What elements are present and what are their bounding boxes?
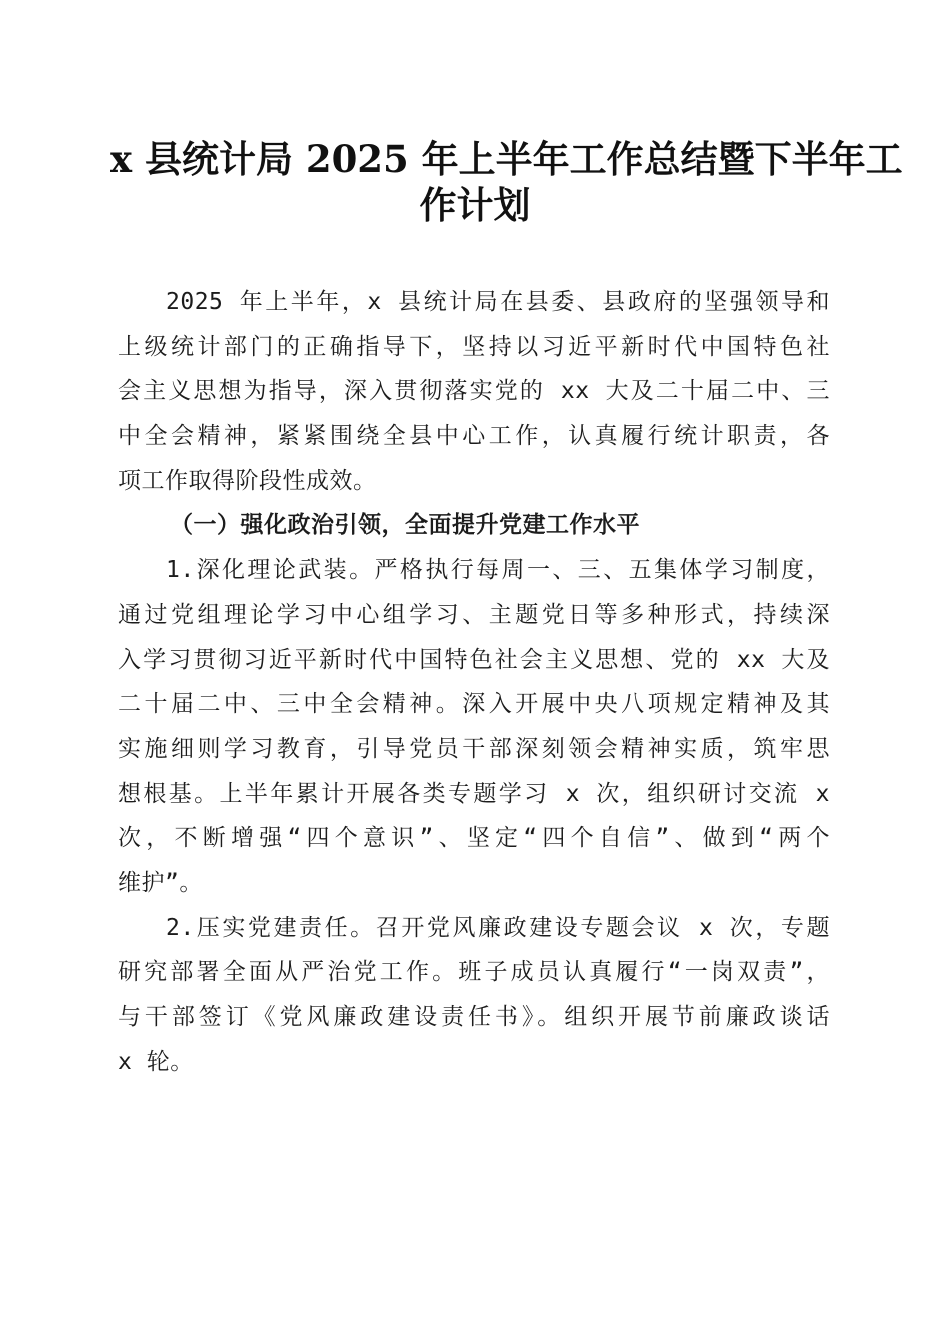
text-line: 研究部署全面从严治党工作。班子成员认真履行“一岗双责”， xyxy=(118,959,830,986)
text-line: 通过党组理论学习中心组学习、主题党日等多种形式，持续深 xyxy=(118,601,830,628)
text-line: 会主义思想为指导，深入贯彻落实党的 xx 大及二十届二中、三 xyxy=(118,378,830,405)
title-line: x 县统计局 2025 年上半年工作总结暨下半年工 xyxy=(110,137,903,181)
text-line: 维护”。 xyxy=(118,869,203,896)
section-heading: （一）强化政治引领，全面提升党建工作水平 xyxy=(170,512,640,539)
item-2-paragraph xyxy=(118,906,830,1085)
text-line: 二十届二中、三中全会精神。深入开展中央八项规定精神及其 xyxy=(118,691,830,718)
text-line: 1.深化理论武装。严格执行每周一、三、五集体学习制度， xyxy=(166,557,830,584)
intro-paragraph xyxy=(118,280,830,503)
text-line: 中全会精神，紧紧围绕全县中心工作，认真履行统计职责，各 xyxy=(118,423,830,450)
text-line: 项工作取得阶段性成效。 xyxy=(118,467,377,494)
text-line: x 轮。 xyxy=(118,1048,194,1075)
text-line: 入学习贯彻习近平新时代中国特色社会主义思想、党的 xx 大及 xyxy=(118,646,830,673)
item-1-paragraph xyxy=(118,548,830,906)
text-line: 上级统计部门的正确指导下，坚持以习近平新时代中国特色社 xyxy=(118,333,830,360)
title-line: 作计划 xyxy=(419,183,531,227)
text-line: 实施细则学习教育，引导党员干部深刻领会精神实质，筑牢思 xyxy=(118,735,830,762)
text-line: 想根基。上半年累计开展各类专题学习 x 次，组织研讨交流 x xyxy=(118,780,830,807)
text-line: 与干部签订《党风廉政建设责任书》。组织开展节前廉政谈话 xyxy=(118,1004,830,1030)
document-title xyxy=(110,136,903,228)
text-line: 2.压实党建责任。召开党风廉政建设专题会议 x 次，专题 xyxy=(166,914,830,941)
document-body xyxy=(118,280,830,1084)
text-line: 2025 年上半年，x 县统计局在县委、县政府的坚强领导和 xyxy=(166,289,830,315)
text-line: 次，不断增强“四个意识”、坚定“四个自信”、做到“两个 xyxy=(118,825,830,852)
